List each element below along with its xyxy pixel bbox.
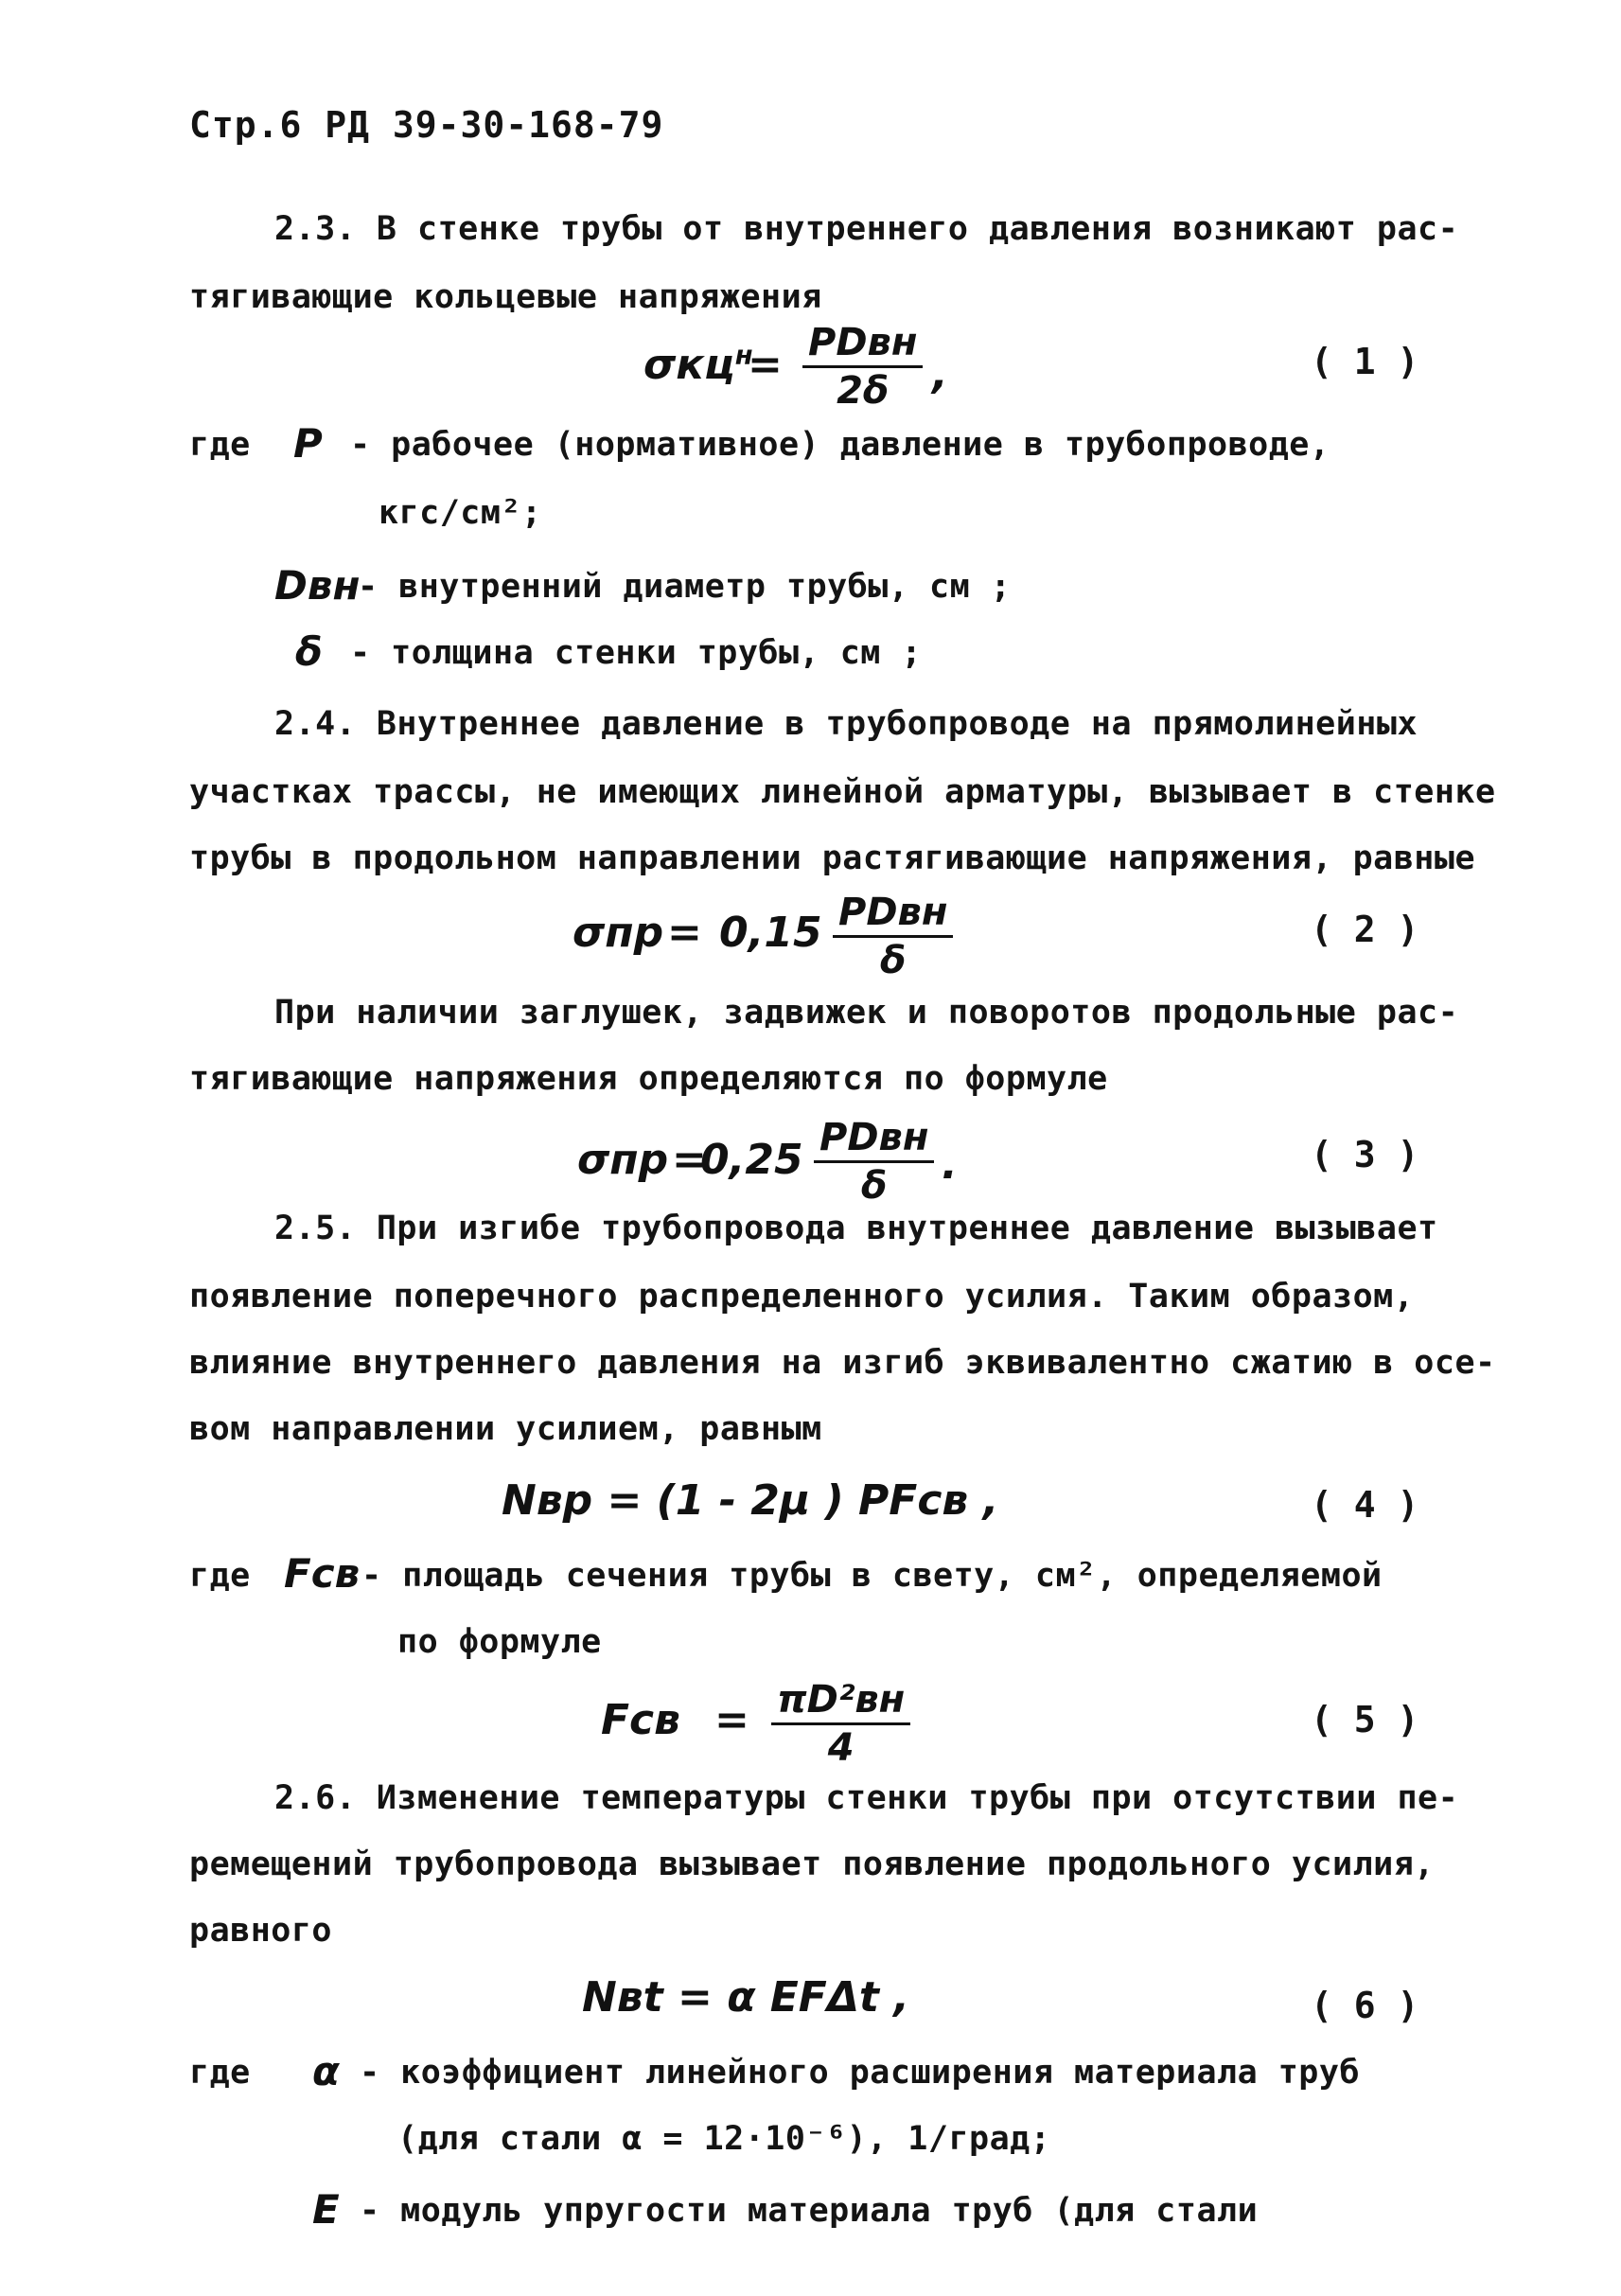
definition-f-sv-line-2: по формуле	[397, 1623, 602, 1661]
symbol-delta: δ	[295, 628, 323, 675]
formula-2-coefficient: 0,15	[719, 909, 822, 957]
formula-1-comma: ,	[932, 350, 948, 398]
paragraph-2-3-line-2: тягивающие кольцевые напряжения	[189, 278, 822, 316]
formula-5-number: ( 5 )	[1311, 1699, 1419, 1740]
paragraph-2-5-line-2: появление поперечного распределенного усилия. Таким образом,	[189, 1278, 1415, 1316]
paragraph-2-5-line-4: вом направлении усилием, равным	[189, 1410, 822, 1448]
formula-2-number: ( 2 )	[1311, 909, 1419, 950]
paragraph-2-4-line-3: трубы в продольном направлении растягивающие напряжения, равные	[189, 839, 1476, 877]
formula-3-fraction	[814, 1115, 934, 1209]
formula-5-denominator: 4	[827, 1726, 855, 1770]
definition-alpha-line-2: (для стали α = 12·10⁻⁶), 1/град;	[397, 2120, 1051, 2158]
formula-5-fraction	[771, 1677, 910, 1771]
formula-1-number: ( 1 )	[1311, 341, 1419, 382]
formula-3-lhs: σпр	[577, 1136, 669, 1184]
formula-1-fraction	[802, 320, 923, 414]
paragraph-2-6-line-3: равного	[189, 1912, 333, 1950]
where-label-2: где	[189, 1557, 251, 1595]
page-header: Стр.6 РД 39-30-168-79	[189, 104, 664, 146]
definition-delta: - толщина стенки трубы, см ;	[350, 634, 923, 672]
where-label-3: где	[189, 2054, 251, 2092]
symbol-d-vn: Dвн	[274, 562, 361, 609]
formula-6-number: ( 6 )	[1311, 1985, 1419, 2026]
formula-1-numerator: PDвн	[802, 320, 923, 368]
symbol-e: E	[312, 2186, 340, 2233]
definition-p-line-2: кгс/см²;	[379, 494, 542, 532]
formula-2-fraction	[833, 890, 953, 983]
formula-1-denominator: 2δ	[837, 369, 890, 413]
symbol-alpha: α	[312, 2048, 340, 2094]
definition-e: - модуль упругости материала труб (для стали	[360, 2192, 1259, 2230]
definition-d-vn: - внутренний диаметр трубы, см ;	[358, 568, 1012, 606]
paragraph-plugs-line-1: При наличии заглушек, задвижек и поворотов продольные рас-	[274, 994, 1459, 1032]
formula-5-numerator: πD²вн	[771, 1677, 910, 1725]
formula-2-equals: =	[667, 909, 702, 957]
paragraph-2-4-line-1: 2.4. Внутреннее давление в трубопроводе на прямолинейных	[274, 705, 1418, 743]
definition-p-line-1: - рабочее (нормативное) давление в трубопроводе,	[350, 426, 1330, 464]
paragraph-2-3-line-1: 2.3. В стенке трубы от внутреннего давления возникают рас-	[274, 210, 1459, 248]
definition-f-sv-line-1: - площадь сечения трубы в свету, см², определяемой	[361, 1557, 1383, 1595]
paragraph-2-6-line-1: 2.6. Изменение температуры стенки трубы при отсутствии пе-	[274, 1779, 1459, 1817]
definition-alpha-line-1: - коэффициент линейного расширения материала труб	[360, 2054, 1361, 2092]
formula-5-equals: =	[714, 1696, 749, 1744]
paragraph-2-5-line-1: 2.5. При изгибе трубопровода внутреннее давление вызывает	[274, 1210, 1438, 1247]
formula-1-lhs: σкц$^н$	[643, 341, 753, 389]
paragraph-plugs-line-2: тягивающие напряжения определяются по формуле	[189, 1060, 1108, 1098]
formula-4-number: ( 4 )	[1311, 1484, 1419, 1526]
formula-4-expression: Nвр = (1 - 2μ ) PFсв ,	[502, 1476, 999, 1525]
symbol-p: P	[293, 420, 323, 467]
where-label-1: где	[189, 426, 251, 464]
paragraph-2-6-line-2: ремещений трубопровода вызывает появление продольного усилия,	[189, 1846, 1435, 1883]
formula-2-lhs: σпр	[573, 909, 664, 957]
formula-3-equals: =	[672, 1136, 707, 1184]
formula-3-period: .	[942, 1140, 958, 1189]
formula-2-denominator: δ	[879, 939, 907, 982]
formula-1-equals: =	[748, 341, 783, 389]
formula-3-number: ( 3 )	[1311, 1134, 1419, 1175]
paragraph-2-4-line-2: участках трассы, не имеющих линейной арматуры, вызывает в стенке	[189, 773, 1496, 811]
formula-3-numerator: PDвн	[814, 1115, 934, 1163]
symbol-f-sv: Fсв	[284, 1550, 361, 1597]
paragraph-2-5-line-3: влияние внутреннего давления на изгиб эквивалентно сжатию в осе-	[189, 1344, 1496, 1382]
formula-3-denominator: δ	[860, 1164, 888, 1208]
formula-5-lhs: Fсв	[601, 1696, 680, 1744]
formula-6-expression: Nвt = α EFΔt ,	[582, 1973, 909, 2022]
formula-3-coefficient: 0,25	[700, 1136, 803, 1184]
formula-2-numerator: PDвн	[833, 890, 953, 938]
